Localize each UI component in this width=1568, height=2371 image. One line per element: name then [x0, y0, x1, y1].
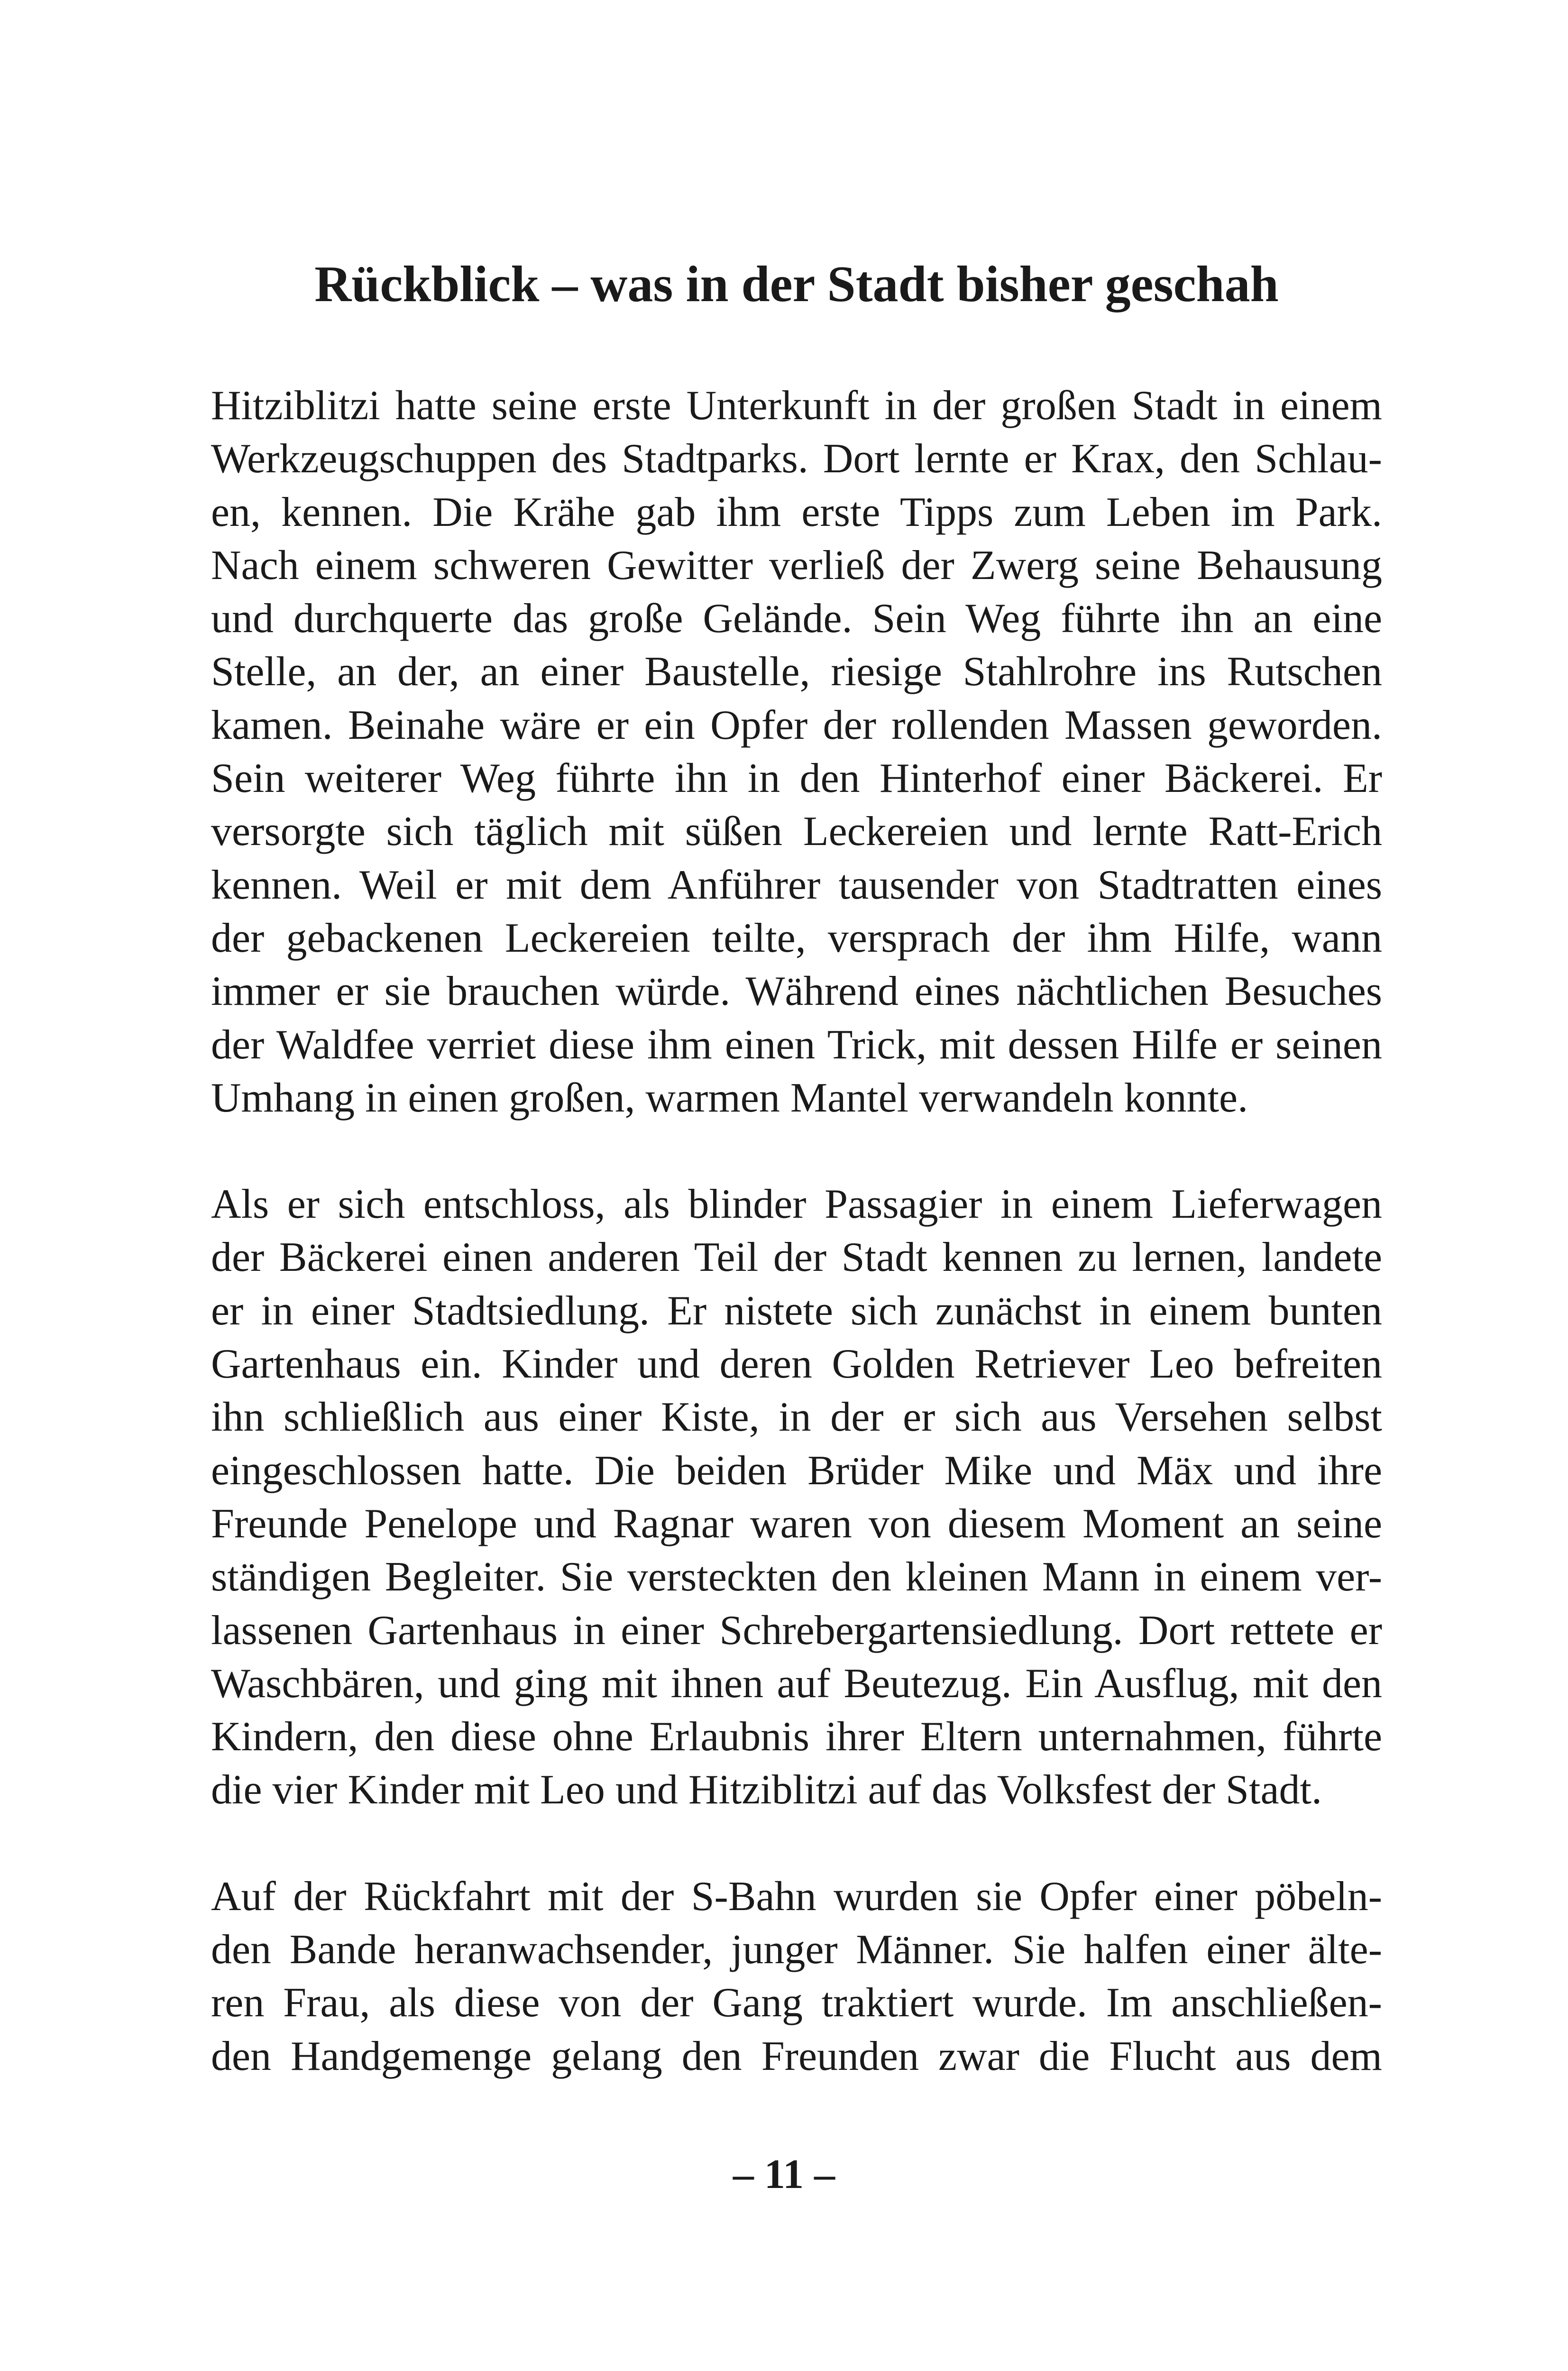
- text-line: immer er sie brauchen würde. Während eines nächtlichen Besuches: [211, 968, 1382, 1015]
- text-line: die vier Kinder mit Leo und Hitziblitzi auf das Volksfest der Stadt.: [211, 1767, 1322, 1813]
- text-line: ren Frau, als diese von der Gang traktiert wurde. Im anschließen-: [211, 1980, 1382, 2026]
- text-line: den Bande heranwachsender, junger Männer. Sie halfen einer älte-: [211, 1927, 1382, 1973]
- text-line: Hitziblitzi hatte seine erste Unterkunft in der großen Stadt in einem: [211, 383, 1382, 429]
- text-line: Stelle, an der, an einer Baustelle, riesige Stahlrohre ins Rutschen: [211, 649, 1382, 695]
- text-line: der Bäckerei einen anderen Teil der Stadt kennen zu lernen, landete: [211, 1234, 1382, 1281]
- text-line: und durchquerte das große Gelände. Sein Weg führte ihn an eine: [211, 596, 1382, 642]
- text-line: Kindern, den diese ohne Erlaubnis ihrer Eltern unternahmen, führte: [211, 1714, 1382, 1760]
- text-line: eingeschlossen hatte. Die beiden Brüder Mike und Mäx und ihre: [211, 1447, 1382, 1494]
- text-line: Werkzeugschuppen des Stadtparks. Dort lernte er Krax, den Schlau-: [211, 436, 1382, 482]
- body-text: [211, 379, 1382, 2136]
- text-line: der gebackenen Leckereien teilte, versprach der ihm Hilfe, wann: [211, 915, 1382, 961]
- text-line: der Waldfee verriet diese ihm einen Trick, mit dessen Hilfe er seinen: [211, 1021, 1382, 1068]
- text-line: kennen. Weil er mit dem Anführer tausender von Stadtratten eines: [211, 862, 1382, 908]
- text-line: Sein weiterer Weg führte ihn in den Hinterhof einer Bäckerei. Er: [211, 755, 1382, 802]
- text-line: Gartenhaus ein. Kinder und deren Golden Retriever Leo befreiten: [211, 1341, 1382, 1388]
- text-line: Waschbären, und ging mit ihnen auf Beutezug. Ein Ausflug, mit den: [211, 1660, 1382, 1707]
- text-line: Umhang in einen großen, warmen Mantel verwandeln konnte.: [211, 1075, 1248, 1121]
- text-line: ihn schließlich aus einer Kiste, in der er sich aus Versehen selbst: [211, 1394, 1382, 1441]
- text-line: er in einer Stadtsiedlung. Er nistete sich zunächst in einem bunten: [211, 1287, 1382, 1334]
- text-line: Als er sich entschloss, als blinder Passagier in einem Lieferwagen: [211, 1181, 1382, 1228]
- text-line: Nach einem schweren Gewitter verließ der Zwerg seine Behausung: [211, 542, 1382, 588]
- text-line: Auf der Rückfahrt mit der S-Bahn wurden sie Opfer einer pöbeln-: [211, 1873, 1382, 1920]
- text-line: lassenen Gartenhaus in einer Schrebergartensiedlung. Dort rettete er: [211, 1607, 1382, 1654]
- text-line: ständigen Begleiter. Sie versteckten den kleinen Mann in einem ver-: [211, 1554, 1382, 1600]
- paragraph: [211, 1870, 1382, 2083]
- text-line: kamen. Beinahe wäre er ein Opfer der rollenden Massen geworden.: [211, 702, 1382, 748]
- paragraph: [211, 1178, 1382, 1817]
- text-line: den Handgemenge gelang den Freunden zwar die Flucht aus dem: [211, 2033, 1382, 2079]
- page-number: – 11 –: [733, 2151, 835, 2197]
- text-line: en, kennen. Die Krähe gab ihm erste Tipps zum Leben im Park.: [211, 489, 1382, 535]
- text-line: Freunde Penelope und Ragnar waren von diesem Moment an seine: [211, 1500, 1382, 1547]
- chapter-title: Rückblick – was in der Stadt bisher geschah: [314, 256, 1279, 312]
- text-line: versorgte sich täglich mit süßen Leckereien und lernte Ratt-Erich: [211, 809, 1382, 855]
- paragraph: [211, 379, 1382, 1125]
